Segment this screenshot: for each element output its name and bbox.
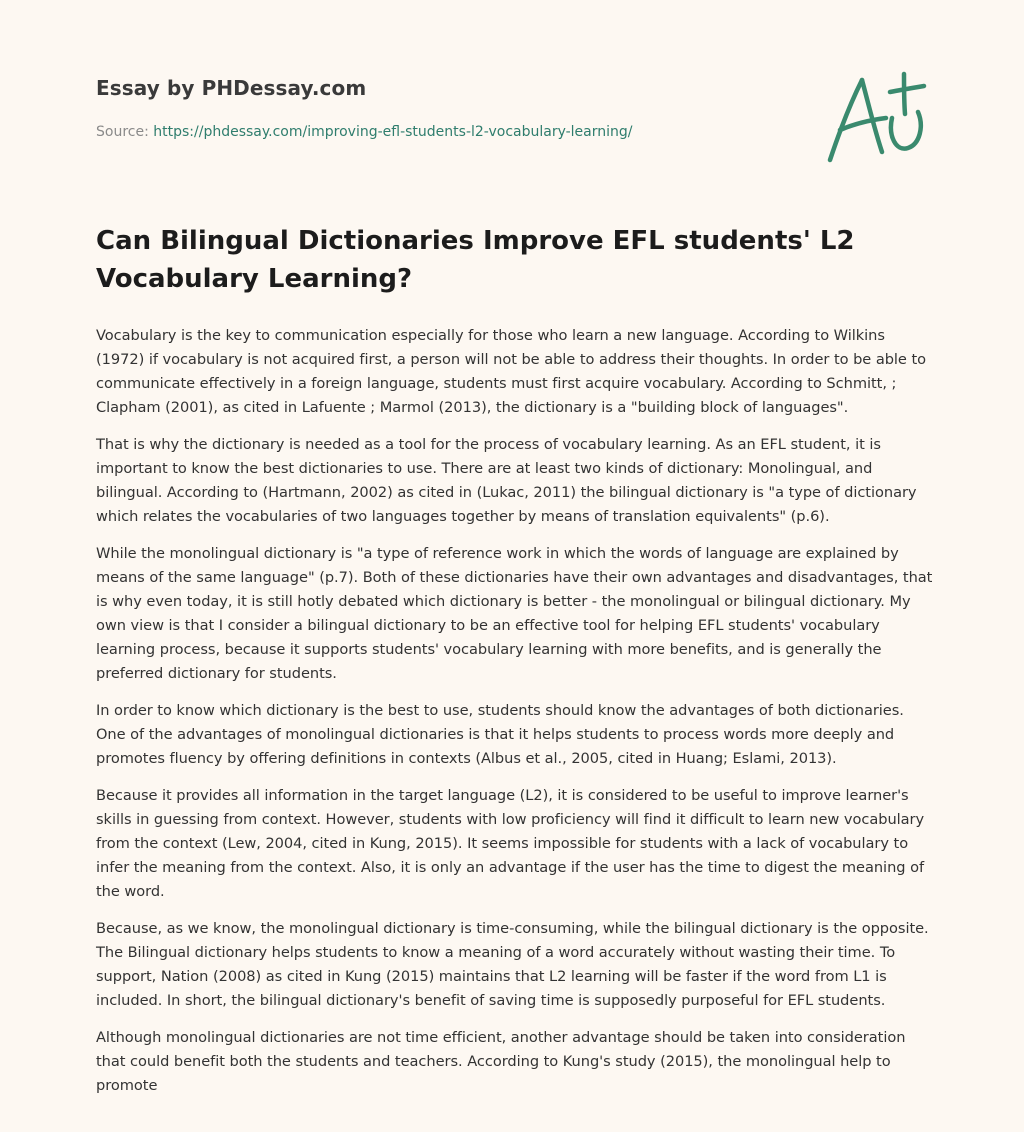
source-link[interactable]: https://phdessay.com/improving-efl-students-l2-vocabulary-learning/ [153, 124, 633, 140]
paragraph-7: Although monolingual dictionaries are not time efficient, another advantage should be taken into consideration that could benefit both the students and teachers. According to Kung's study (2015), the monolingual help to promote [96, 1029, 906, 1094]
a-plus-logo-icon [824, 66, 928, 166]
article-body [96, 324, 936, 1111]
paragraph-3: While the monolingual dictionary is "a type of reference work in which the words of language are explained by means of the same language" (p.7). Both of these dictionaries have their own advantages and disadvantages, that is why even today, it is still hotly debated which dictionary is better - the monolingual or bilingual dictionary. My own view is that I consider a bilingual dictionary to be an effective tool for helping EFL students' vocabulary learning process, because it supports students' vocabulary learning with more benefits, and is generally the preferred dictionary for students. [96, 545, 933, 682]
essay-page [96, 0, 933, 1094]
paragraph-2: That is why the dictionary is needed as a tool for the process of vocabulary learning. As an EFL student, it is important to know the best dictionaries to use. There are at least two kinds of dictionary: Monolingual, and bilingual. According to (Hartmann, 2002) as cited in (Lukac, 2011) the bilingual dictionary is "a type of dictionary which relates the vocabularies of two languages together by means of translation equivalents" (p.6). [96, 436, 917, 525]
paragraph-4: In order to know which dictionary is the best to use, students should know the advantages of both dictionaries. One of the advantages of monolingual dictionaries is that it helps students to process words more deeply and promotes fluency by offering definitions in contexts (Albus et al., 2005, cited in Huang; Eslami, 2013). [96, 702, 904, 767]
paragraph-6: Because, as we know, the monolingual dictionary is time-consuming, while the bilingual dictionary is the opposite. The Bilingual dictionary helps students to know a meaning of a word accurately without wasting their time. To support, Nation (2008) as cited in Kung (2015) maintains that L2 learning will be faster if the word from L1 is included. In short, the bilingual dictionary's benefit of saving time is supposedly purposeful for EFL students. [96, 920, 929, 1009]
source-label: Source: [96, 124, 154, 140]
site-brand: Essay by PHDessay.com [96, 76, 367, 100]
page-header [96, 0, 928, 190]
paragraph-5: Because it provides all information in the target language (L2), it is considered to be useful to improve learner's skills in guessing from context. However, students with low proficiency will find it difficult to learn new vocabulary from the context (Lew, 2004, cited in Kung, 2015). It seems impossible for students with a lack of vocabulary to infer the meaning from the context. Also, it is only an advantage if the user has the time to digest the meaning of the word. [96, 787, 925, 900]
article-title: Can Bilingual Dictionaries Improve EFL students' L2 Vocabulary Learning? [96, 226, 855, 294]
paragraph-1: Vocabulary is the key to communication especially for those who learn a new language. According to Wilkins (1972) if vocabulary is not acquired first, a person will not be able to address their thoughts. In order to be able to communicate effectively in a foreign language, students must first acquire vocabulary. According to Schmitt, ; Clapham (2001), as cited in Lafuente ; Marmol (2013), the dictionary is a "building block of languages". [96, 327, 926, 416]
source-line [96, 124, 633, 140]
